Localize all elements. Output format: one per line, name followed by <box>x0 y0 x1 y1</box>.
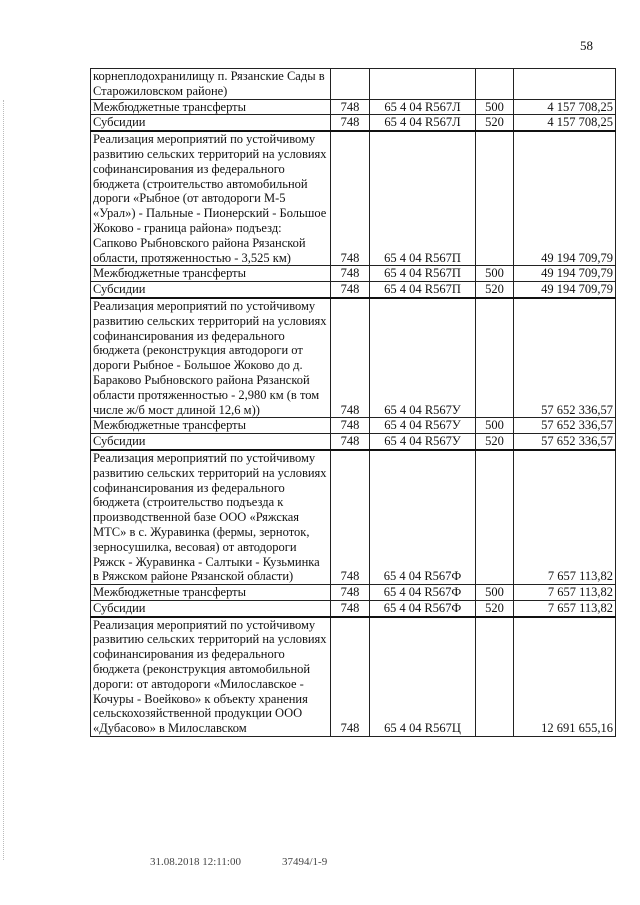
row-amount: 49 194 709,79 <box>514 131 616 266</box>
table-row <box>91 282 616 298</box>
row-description: Реализация мероприятий по устойчивому развитию сельских территорий на условиях софинансирования из федерального бюджета (реконструкция автодороги от дороги Рыбное - Большое Жоково до д. Бараково Рыбновского района Рязанской области протяженностью - 2,980 км (в том числе ж/б мост длиной 12,6 м)) <box>91 298 331 418</box>
row-description: Субсидии <box>91 282 331 298</box>
row-csr-code: 65 4 04 R567Ц <box>370 617 476 737</box>
table-row <box>91 131 616 266</box>
row-vr-code: 500 <box>476 585 514 601</box>
row-csr-code <box>370 69 476 100</box>
row-amount: 57 652 336,57 <box>514 298 616 418</box>
row-ved-code: 748 <box>331 99 370 115</box>
table-row <box>91 99 616 115</box>
row-vr-code: 520 <box>476 115 514 131</box>
row-description: Межбюджетные трансферты <box>91 99 331 115</box>
row-vr-code: 500 <box>476 266 514 282</box>
row-csr-code: 65 4 04 R567Ф <box>370 600 476 616</box>
row-csr-code: 65 4 04 R567П <box>370 131 476 266</box>
row-vr-code <box>476 617 514 737</box>
row-amount: 57 652 336,57 <box>514 418 616 434</box>
row-amount: 12 691 655,16 <box>514 617 616 737</box>
row-vr-code: 520 <box>476 600 514 616</box>
row-csr-code: 65 4 04 R567Л <box>370 99 476 115</box>
scan-edge-marks <box>3 100 8 860</box>
row-description: Реализация мероприятий по устойчивому развитию сельских территорий на условиях софинансирования из федерального бюджета (реконструкция автомобильной дороги: от автодороги «Милославское - Кочуры - Воейково» к объекту хранения сельскохозяйственной продукции ООО «Дубасово» в Милославском <box>91 617 331 737</box>
budget-table <box>90 68 616 737</box>
table-row <box>91 600 616 616</box>
table-row <box>91 69 616 100</box>
row-amount: 7 657 113,82 <box>514 600 616 616</box>
row-csr-code: 65 4 04 R567У <box>370 418 476 434</box>
row-csr-code: 65 4 04 R567Л <box>370 115 476 131</box>
row-amount: 57 652 336,57 <box>514 434 616 450</box>
page-number: 58 <box>580 38 593 53</box>
row-csr-code: 65 4 04 R567У <box>370 298 476 418</box>
row-amount: 4 157 708,25 <box>514 99 616 115</box>
row-ved-code: 748 <box>331 131 370 266</box>
faint-stamp-text <box>452 853 592 871</box>
row-ved-code <box>331 69 370 100</box>
row-vr-code: 500 <box>476 99 514 115</box>
row-amount: 7 657 113,82 <box>514 585 616 601</box>
row-ved-code: 748 <box>331 115 370 131</box>
row-amount: 7 657 113,82 <box>514 450 616 585</box>
row-amount <box>514 69 616 100</box>
table-row <box>91 450 616 585</box>
row-csr-code: 65 4 04 R567П <box>370 266 476 282</box>
row-amount: 49 194 709,79 <box>514 282 616 298</box>
row-vr-code <box>476 298 514 418</box>
row-description: Межбюджетные трансферты <box>91 266 331 282</box>
row-vr-code: 520 <box>476 282 514 298</box>
row-description: Межбюджетные трансферты <box>91 418 331 434</box>
table-row <box>91 585 616 601</box>
footer-doc-number: 37494/1-9 <box>282 856 328 868</box>
table-row <box>91 434 616 450</box>
row-description: Субсидии <box>91 434 331 450</box>
row-description: Реализация мероприятий по устойчивому развитию сельских территорий на условиях софинансирования из федерального бюджета (строительство подъезда к производственной базе ООО «Ряжская МТС» в с. Журавинка (фермы, зерноток, зерносушилка, весовая) от автодороги Ряжск - Журавинка - Салтыки - Кузьминка в Ряжском районе Рязанской области) <box>91 450 331 585</box>
row-amount: 49 194 709,79 <box>514 266 616 282</box>
row-ved-code: 748 <box>331 418 370 434</box>
table-row <box>91 298 616 418</box>
row-vr-code <box>476 450 514 585</box>
footer-datetime: 31.08.2018 12:11:00 <box>150 856 241 868</box>
row-vr-code <box>476 69 514 100</box>
row-ved-code: 748 <box>331 585 370 601</box>
row-csr-code: 65 4 04 R567У <box>370 434 476 450</box>
row-csr-code: 65 4 04 R567Ф <box>370 450 476 585</box>
row-ved-code: 748 <box>331 434 370 450</box>
table-row <box>91 617 616 737</box>
table-row <box>91 115 616 131</box>
row-description: корнеплодохранилищу п. Рязанские Сады в Старожиловском районе) <box>91 69 331 100</box>
row-ved-code: 748 <box>331 617 370 737</box>
row-vr-code <box>476 131 514 266</box>
row-ved-code: 748 <box>331 282 370 298</box>
row-description: Субсидии <box>91 600 331 616</box>
row-ved-code: 748 <box>331 600 370 616</box>
row-amount: 4 157 708,25 <box>514 115 616 131</box>
row-ved-code: 748 <box>331 298 370 418</box>
row-vr-code: 500 <box>476 418 514 434</box>
table-row <box>91 266 616 282</box>
row-csr-code: 65 4 04 R567Ф <box>370 585 476 601</box>
row-ved-code: 748 <box>331 266 370 282</box>
row-description: Реализация мероприятий по устойчивому развитию сельских территорий на условиях софинансирования из федерального бюджета (строительство автомобильной дороги «Рыбное (от автодороги М-5 «Урал») - Пальные - Пионерский - Большое Жоково - граница района» подъезд: Сапково Рыбновского района Рязанской области, протяженностью - 3,525 км) <box>91 131 331 266</box>
row-description: Субсидии <box>91 115 331 131</box>
row-vr-code: 520 <box>476 434 514 450</box>
table-row <box>91 418 616 434</box>
row-csr-code: 65 4 04 R567П <box>370 282 476 298</box>
row-ved-code: 748 <box>331 450 370 585</box>
row-description: Межбюджетные трансферты <box>91 585 331 601</box>
